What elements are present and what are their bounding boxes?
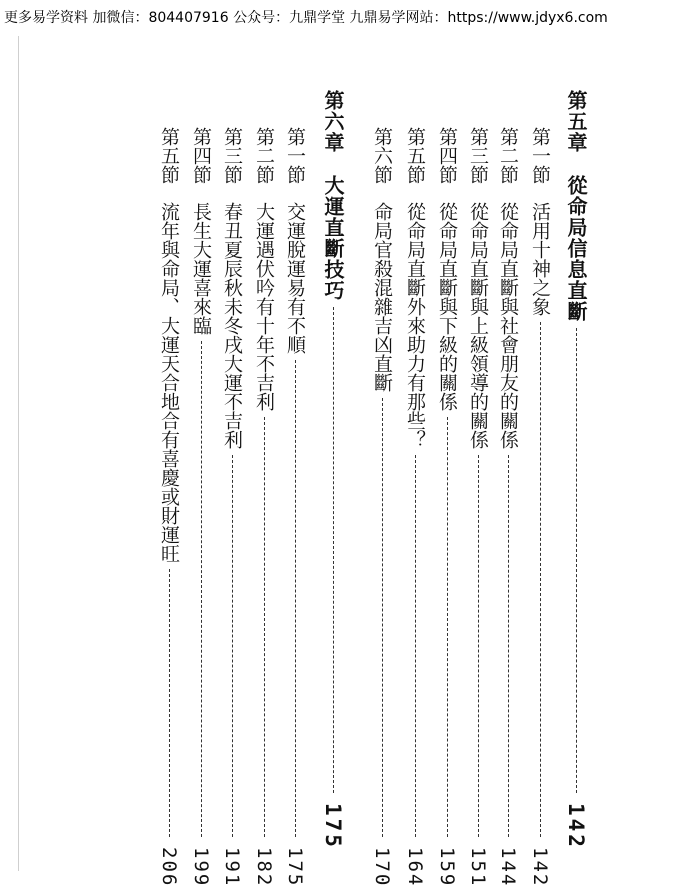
dotted-leader — [264, 417, 265, 837]
section-number: 第三節 — [467, 127, 489, 184]
toc-entry[interactable] — [525, 127, 555, 887]
section-number: 第四節 — [436, 127, 458, 184]
dotted-leader — [382, 398, 383, 837]
section-title: 長生大運喜來臨 — [190, 202, 212, 335]
dotted-leader — [540, 322, 541, 837]
section-number: 第六節 — [371, 127, 393, 184]
page-number: 199 — [190, 846, 212, 887]
toc-entry[interactable] — [280, 127, 310, 887]
section-number: 第五節 — [158, 127, 180, 184]
chapter-title: 大運直斷技巧 — [321, 175, 345, 301]
section-title: 大運遇伏吟有十年不吉利 — [253, 202, 275, 411]
page-number: 182 — [253, 846, 275, 887]
section-title: 命局官殺混雜吉凶直斷 — [371, 202, 393, 392]
dotted-leader — [295, 360, 296, 837]
section-number: 第四節 — [190, 127, 212, 184]
section-title: 交運脫運易有不順 — [284, 202, 306, 354]
dotted-leader — [415, 455, 416, 837]
page-number: 142 — [564, 803, 588, 850]
dotted-leader — [201, 341, 202, 837]
toc-entry[interactable] — [432, 127, 462, 887]
toc-entry[interactable] — [463, 127, 493, 887]
section-number: 第二節 — [497, 127, 519, 184]
dotted-leader — [232, 455, 233, 837]
section-title: 流年與命局、大運天合地合有喜慶或財運旺 — [158, 202, 180, 563]
page-number: 151 — [467, 846, 489, 887]
chapter-title: 從命局信息直斷 — [564, 175, 588, 322]
toc-entry[interactable] — [186, 127, 216, 887]
toc-entry[interactable] — [249, 127, 279, 887]
page-number: 144 — [497, 846, 519, 887]
section-number: 第五節 — [404, 127, 426, 184]
section-title: 活用十神之象 — [529, 202, 551, 316]
section-title: 從命局直斷與社會朋友的關係 — [497, 202, 519, 449]
page-number: 175 — [321, 803, 345, 850]
header-banner: 更多易学资料 加微信：804407916 公众号：九鼎学堂 九鼎易学网站：https://www.jdyx6.com — [4, 10, 608, 26]
toc-chapter-6[interactable] — [318, 90, 348, 850]
toc-entry[interactable] — [154, 127, 184, 887]
page-number: 206 — [158, 846, 180, 887]
chapter-number: 第五章 — [564, 90, 588, 153]
section-title: 從命局直斷與上級領導的關係 — [467, 202, 489, 449]
section-number: 第二節 — [253, 127, 275, 184]
section-title: 從命局直斷外來助力有那些？ — [404, 202, 426, 449]
section-number: 第三節 — [221, 127, 243, 184]
toc-entry[interactable] — [217, 127, 247, 887]
dotted-leader — [576, 328, 577, 793]
page-number: 142 — [529, 846, 551, 887]
page-number: 175 — [284, 846, 306, 887]
dotted-leader — [447, 417, 448, 837]
section-number: 第一節 — [284, 127, 306, 184]
section-number: 第一節 — [529, 127, 551, 184]
dotted-leader — [333, 307, 334, 793]
toc-entry[interactable] — [400, 127, 430, 887]
section-title: 從命局直斷與下級的關係 — [436, 202, 458, 411]
toc-entry[interactable] — [367, 127, 397, 887]
toc-chapter-5[interactable] — [561, 90, 591, 850]
page-number: 170 — [371, 846, 393, 887]
dotted-leader — [169, 569, 170, 837]
chapter-number: 第六章 — [321, 90, 345, 153]
page-number: 191 — [221, 846, 243, 887]
dotted-leader — [508, 455, 509, 837]
toc-entry[interactable] — [493, 127, 523, 887]
page-number: 164 — [404, 846, 426, 887]
page-number: 159 — [436, 846, 458, 887]
dotted-leader — [478, 455, 479, 837]
section-title: 春丑夏辰秋未冬戌大運不吉利 — [221, 202, 243, 449]
